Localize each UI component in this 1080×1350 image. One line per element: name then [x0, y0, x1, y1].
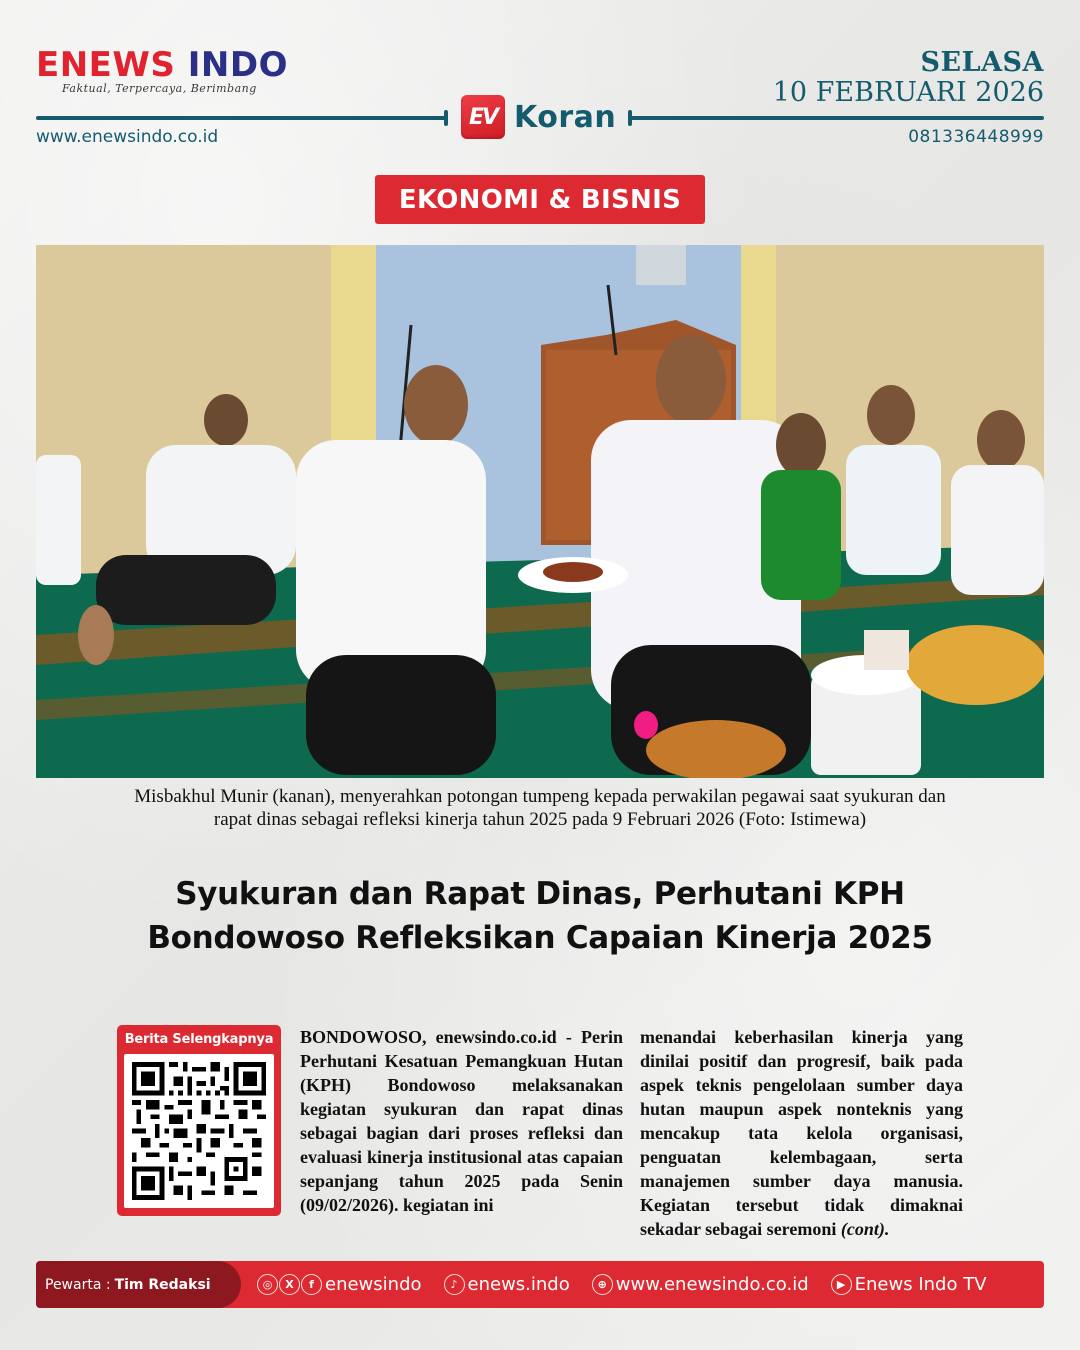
- youtube-icon: ▶: [831, 1274, 852, 1295]
- category-badge: EKONOMI & BISNIS: [375, 175, 705, 224]
- ev-logo-icon: EV: [461, 95, 505, 139]
- tiktok-handle[interactable]: enews.indo: [467, 1274, 570, 1295]
- social-handles[interactable]: [257, 1274, 422, 1295]
- tiktok-icon: ♪: [444, 1274, 465, 1295]
- article-headline: [60, 872, 1020, 960]
- headline-line-1: Syukuran dan Rapat Dinas, Perhutani KPH: [175, 876, 905, 912]
- edition-label: Koran: [514, 99, 617, 135]
- social-handle[interactable]: enewsindo: [325, 1274, 422, 1295]
- issue-date-text: 10 FEBRUARI 2026: [772, 77, 1044, 108]
- phone-number: 081336448999: [908, 127, 1044, 147]
- youtube-channel[interactable]: Enews Indo TV: [854, 1274, 987, 1295]
- read-more-qr-card[interactable]: [117, 1025, 281, 1216]
- globe-icon: ⊕: [592, 1274, 613, 1295]
- reporter-name: Tim Redaksi: [114, 1276, 211, 1293]
- qr-code[interactable]: [124, 1054, 274, 1208]
- article-paragraph-1: BONDOWOSO, enewsindo.co.id - Perin Perhutani Kesatuan Pemangkuan Hutan (KPH) Bondowoso melaksanakan kegiatan syukuran dan rapat dinas sebagai bagian dari proses refleksi dan evaluasi kinerja institusional atas capaian sepanjang tahun 2025 pada Senin (09/02/2026). kegiatan ini: [300, 1027, 623, 1215]
- edition-badge: [461, 95, 616, 139]
- header-divider-cap-left: [444, 110, 448, 126]
- x-icon[interactable]: X: [279, 1274, 300, 1295]
- brand-name-part1: ENEWS: [36, 45, 176, 85]
- brand-tagline: Faktual, Terpercaya, Berimbang: [62, 82, 257, 95]
- brand-logo: [36, 46, 288, 95]
- news-photo: [36, 245, 1044, 778]
- photo-caption-line-1: Misbakhul Munir (kanan), menyerahkan potongan tumpeng kepada perwakilan pegawai saat syukuran dan: [134, 786, 946, 807]
- article-column-1: [300, 1025, 623, 1217]
- article-column-2: [640, 1025, 963, 1241]
- article-paragraph-2-text: menandai keberhasilan kinerja yang dinilai positif dan progresif, baik pada aspek teknis pengelolaan sumber daya hutan maupun aspek nonteknis yang mencakup tata kelola organisasi, penguatan kelembagaan, serta manajemen sumber daya manusia. Kegiatan tersebut tidak dimaknai sekadar sebagai seremoni: [640, 1027, 963, 1239]
- footer-bar: [36, 1261, 1044, 1308]
- news-photo-illustration: [36, 245, 1044, 778]
- header-divider-left: [36, 116, 446, 120]
- continued-label: (cont).: [840, 1219, 890, 1239]
- website-link[interactable]: www.enewsindo.co.id: [36, 127, 219, 147]
- photo-caption-line-2: rapat dinas sebagai refleksi kinerja tahun 2025 pada 9 Februari 2026 (Foto: Istimewa): [213, 809, 867, 830]
- instagram-icon[interactable]: ◎: [257, 1274, 278, 1295]
- brand-name: [36, 46, 288, 84]
- brand-name-part2: INDO: [187, 45, 288, 85]
- header-divider-right: [630, 116, 1044, 120]
- website-footer-text[interactable]: www.enewsindo.co.id: [615, 1274, 809, 1295]
- article-paragraph-2: [640, 1025, 963, 1241]
- qr-title: Berita Selengkapnya: [124, 1032, 274, 1047]
- issue-date: [773, 48, 1044, 108]
- headline-line-2: Bondowoso Refleksikan Capaian Kinerja 2025: [147, 920, 933, 956]
- reporter-credit: [36, 1261, 241, 1308]
- qr-code-icon: [132, 1062, 266, 1200]
- facebook-icon[interactable]: f: [301, 1274, 322, 1295]
- issue-day: SELASA: [920, 47, 1044, 78]
- youtube-link[interactable]: [831, 1274, 987, 1295]
- tiktok-link[interactable]: [444, 1274, 570, 1295]
- photo-caption: [36, 785, 1044, 831]
- website-footer-link[interactable]: [592, 1274, 809, 1295]
- reporter-label: Pewarta :: [45, 1276, 111, 1293]
